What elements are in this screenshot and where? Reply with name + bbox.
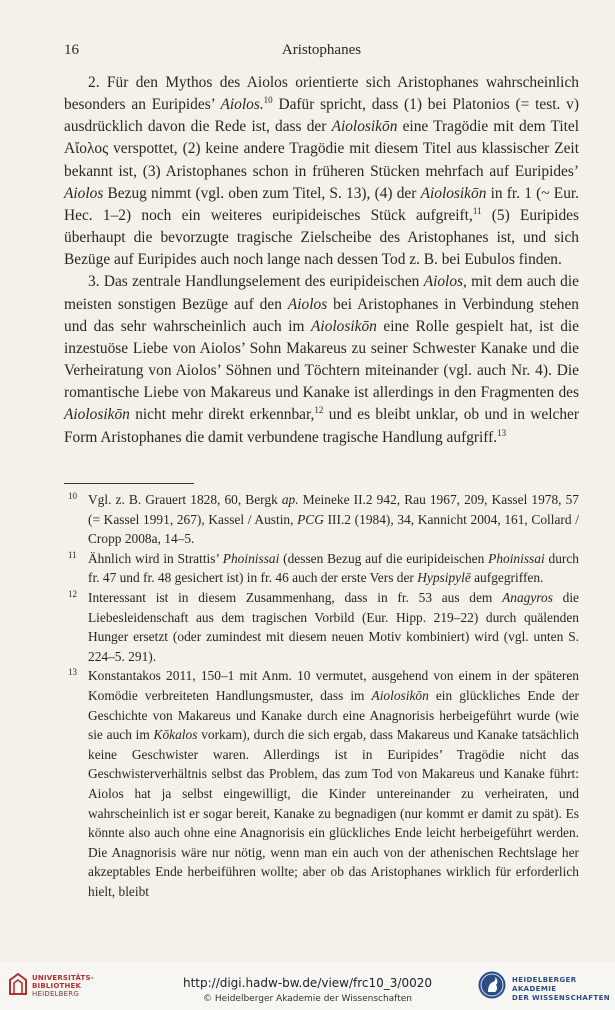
text-run: III.2 (1984), 34, Kannicht 2004, 161, Collard / Cropp 2008a, 14–5. [88, 511, 579, 547]
text-run: Bezug nimmt (vgl. oben zum Titel, S. 13), (4) der [103, 184, 421, 202]
text-run: Meineke II.2 942, Rau 1967, 209, Kassel 1978, 57 (= Kassel 1991, 267), Kassel / Austin, [88, 492, 579, 527]
italic-text: Kōkalos [153, 727, 198, 743]
italic-text: Aiolos, [423, 273, 467, 291]
text-run: 3. Das zentrale Handlungselement des euripideischen [88, 273, 424, 291]
text-run: Vgl. z. B. Grauert 1828, 60, Bergk [88, 492, 282, 507]
text-run: in fr. 1 (~ Eur. Hec. 1–2) noch ein weiteres euripideisches Stück aufgreift, [64, 184, 580, 224]
text-run: Dafür spricht, dass (1) bei Platonios (= test. v) ausdrücklich davon die Rede ist, dass der [64, 96, 579, 136]
footnote-text [88, 551, 579, 586]
footnote-ref: 12 [314, 405, 324, 416]
text-run: Konstantakos 2011, 150–1 mit Anm. 10 vermutet, ausgehend von einem in der späteren Komödie verbreiteten Handlungsmuster, dass im [88, 668, 579, 703]
text-run: eine Tragödie mit dem Titel Αἴολος verspottet, (2) keine andere Tragödie mit diesem Titel aus klassischer Zeit bekannt ist, (3) Aristophanes schon in früheren Stücken mehrfach auf Euripides’ [64, 118, 579, 180]
text-run: und es bleibt unklar, ob und in welcher Form Aristophanes die damit verbundene tragische Handlung aufgriff. [64, 406, 579, 446]
text-run: die Liebesleidenschaft aus dem tragischen Vorbild (Eur. Hipp. 219–22) durch quälenden Hunger ersetzt (oder zumindest mit diesem neuen Motiv kombiniert) wird (vgl. unten S. 224–5. 291). [88, 589, 579, 664]
text-run: nicht mehr direkt erkennbar, [129, 406, 315, 424]
academy-wordmark: HEIDELBERGER AKADEMIE DER WISSENSCHAFTEN [512, 976, 611, 1002]
viewer-footer [0, 962, 615, 1010]
text-run: Interessant ist in diesem Zusammenhang, dass in fr. 53 aus dem [88, 589, 503, 605]
text-run: vorkam), durch die sich ergab, dass Makareus und Kanake tatsächlich keine Geschwister waren. Allerdings ist in Euripides’ Tragödie nicht das Geschwisterverhältnis selbst das Problem, das zum Tod von Makareus und Kanake führt: Aiolos hat ja selbst eingewilligt, die Kinder untereinander zu verheiraten, und wahrscheinlich ist er sogar bereit, Kanake zu begnadigen (nur kommt er damit zu spät). Es könnte also auch ohne eine Anagnorisis ein glückliches Ende leicht herbeigeführt werden. Die Anagnorisis wäre nur nötig, wenn man ein auch von der athenischen Rechtslage her akzeptables Ende herbeiführen wollte; aber ob das Aristophanes wirklich für erforderlich hielt, bleibt [88, 727, 579, 899]
university-library-wordmark: UNIVERSITÄTS- BIBLIOTHEK HEIDELBERG [32, 974, 94, 998]
text-run: (dessen Bezug auf die euripideischen [279, 550, 489, 566]
italic-text: Aiolos [64, 184, 104, 202]
italic-text: Aiolos. [220, 96, 264, 114]
text-run: bei Aristophanes in Verbindung stehen und das sehr wahrscheinlich auch im [64, 295, 580, 335]
italic-text: Phoinissai [488, 550, 545, 566]
italic-text: ap. [281, 492, 299, 507]
paragraph-2 [64, 72, 579, 271]
footnote-ref: 10 [263, 95, 273, 106]
text-run: 2. Für den Mythos des Aiolos orientierte sich Aristophanes wahrscheinlich besonders an Euripides’ [64, 74, 579, 114]
italic-text: Aiolos [287, 295, 328, 313]
text-run: Ähnlich wird in Strattis’ [88, 550, 223, 566]
italic-text: Aiolosikōn [311, 317, 377, 335]
italic-text: Aiolosikōn [331, 118, 398, 136]
footnote-text [88, 590, 579, 664]
footnote-number: 13 [68, 667, 77, 678]
text-run: (5) Euripides überhaupt die bevorzugte tragische Zielscheibe des Aristophanes ist, und sich Bezüge auf Euripides auch noch lange nach dessen Tod z. B. bei Eubulos finden. [64, 206, 579, 269]
footnote-ref: 13 [497, 427, 507, 438]
academy-seal-icon [477, 970, 507, 1000]
text-run: eine Rolle gespielt hat, ist die inzestuöse Liebe von Aiolos’ Sohn Makareus zu seiner Schwester Kanake und die Verheiratung von Aiolos’ Söhnen und Töchtern miteinander (vgl. auch Nr. 4). Die romantische Liebe von Makareus und Kanake ist allerdings in den Fragmenten des [64, 317, 579, 402]
permalink[interactable]: http://digi.hadw-bw.de/view/frc10_3/0020 [182, 976, 433, 990]
footnote-text [88, 668, 579, 899]
text-run: mit dem auch die meisten sonstigen Bezüge auf den [64, 273, 579, 313]
italic-text: PCG [297, 511, 324, 527]
copyright-notice: © Heidelberger Akademie der Wissenschaften [203, 994, 412, 1004]
italic-text: Hypsipylē [417, 570, 471, 586]
running-title: Aristophanes [281, 42, 362, 58]
text-run: durch fr. 47 und fr. 48 gesichert ist) in fr. 46 auch der erste Vers der [88, 550, 579, 586]
footnote-12 [64, 588, 579, 666]
footnote-text [88, 492, 579, 546]
italic-text: Phoinissai [222, 550, 280, 566]
page-number: 16 [64, 42, 79, 58]
italic-text: Aiolosikōn [64, 406, 130, 424]
footnote-13 [64, 666, 579, 901]
main-text [64, 72, 579, 449]
italic-text: Anagyros [502, 589, 553, 605]
text-run: aufgegriffen. [470, 570, 544, 586]
footnote-separator [64, 483, 194, 484]
footnote-10 [64, 490, 579, 549]
footnotes [64, 490, 579, 901]
italic-text: Aiolosikōn [371, 687, 429, 703]
paragraph-3 [64, 271, 579, 448]
footnote-number: 12 [68, 588, 77, 599]
footnote-number: 10 [68, 491, 77, 501]
footnote-11 [64, 549, 579, 588]
text-run: ein glückliches Ende der Geschichte von Makareus und Kanake durch eine Anagnorisis herbeigeführt wurde (wie sie auch im [88, 687, 579, 743]
footnote-ref: 11 [472, 205, 482, 216]
italic-text: Aiolosikōn [420, 184, 487, 202]
footnote-number: 11 [68, 549, 77, 560]
